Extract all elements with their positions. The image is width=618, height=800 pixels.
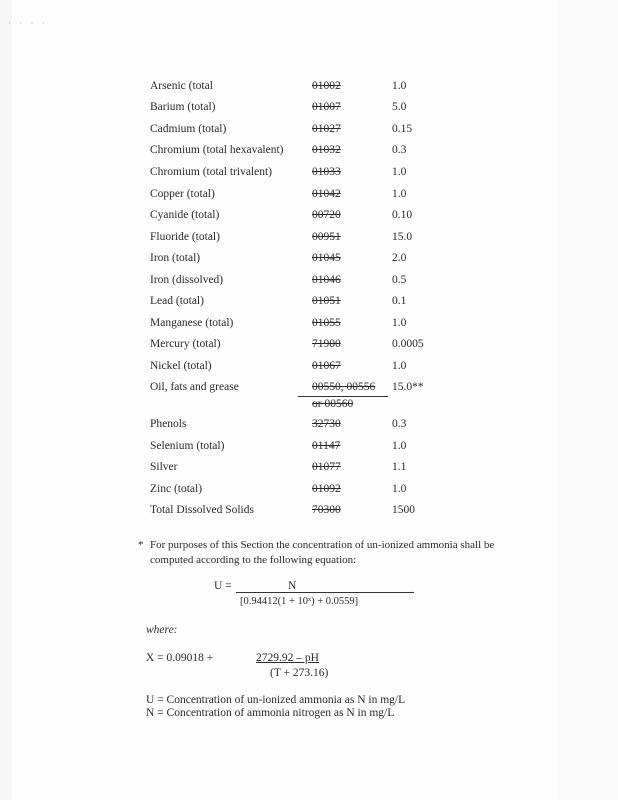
table-row bbox=[150, 101, 450, 119]
storet-code: 01055 bbox=[312, 317, 341, 329]
table-row bbox=[150, 123, 450, 141]
table-row bbox=[150, 188, 450, 206]
limit-value: 0.0005 bbox=[392, 338, 424, 350]
storet-code: 00951 bbox=[312, 231, 341, 243]
parameter-name: Cyanide (total) bbox=[150, 209, 220, 221]
storet-code: 01147 bbox=[312, 440, 341, 452]
footnote-text: For purposes of this Section the concentration of un-ionized ammonia shall be computed according to the following equation: bbox=[150, 539, 495, 566]
parameter-name: Iron (dissolved) bbox=[150, 274, 224, 286]
limit-value: 2.0 bbox=[392, 252, 407, 264]
storet-code: 01033 bbox=[312, 166, 341, 178]
parameter-name: Total Dissolved Solids bbox=[150, 504, 254, 516]
parameter-name: Mercury (total) bbox=[150, 338, 221, 350]
table-row bbox=[150, 317, 450, 335]
definitions bbox=[146, 694, 405, 720]
limit-value: 1.0 bbox=[392, 166, 407, 178]
storet-code: 01051 bbox=[312, 295, 341, 307]
table-row bbox=[150, 295, 450, 313]
table-row bbox=[150, 360, 450, 378]
table-row bbox=[150, 274, 450, 292]
limit-value: 1.0 bbox=[392, 483, 407, 495]
parameter-name: Nickel (total) bbox=[150, 360, 212, 372]
equation-u-denominator: [0.94412(1 + 10ˣ) + 0.0559] bbox=[240, 596, 359, 607]
storet-code: 01077 bbox=[312, 461, 341, 473]
storet-code: 00550, 00556 bbox=[312, 381, 376, 393]
limit-value: 15.0** bbox=[392, 381, 424, 393]
limit-value: 1500 bbox=[392, 504, 415, 516]
limit-value: 1.0 bbox=[392, 188, 407, 200]
table-row bbox=[150, 504, 450, 522]
table-row bbox=[150, 252, 450, 270]
limit-value: 1.0 bbox=[392, 440, 407, 452]
table-row bbox=[150, 144, 450, 162]
storet-code-extra: or 00560 bbox=[312, 398, 354, 410]
storet-code: 01007 bbox=[312, 101, 341, 113]
storet-code: 01032 bbox=[312, 144, 341, 156]
footnote-star: * bbox=[138, 539, 144, 551]
limit-value: 5.0 bbox=[392, 101, 407, 113]
table-row bbox=[150, 381, 450, 410]
table-row bbox=[150, 166, 450, 184]
table-row bbox=[150, 209, 450, 227]
table-row bbox=[150, 231, 450, 249]
table-row bbox=[150, 440, 450, 458]
parameter-name: Chromium (total trivalent) bbox=[150, 166, 273, 178]
table-row bbox=[150, 483, 450, 501]
parameter-name: Zinc (total) bbox=[150, 483, 203, 495]
limit-value: 0.1 bbox=[392, 295, 407, 307]
equation-u-lhs: U = bbox=[214, 580, 232, 592]
parameter-name: Fluoride (total) bbox=[150, 231, 220, 243]
storet-code: 71900 bbox=[312, 338, 341, 350]
parameter-name: Silver bbox=[150, 461, 178, 473]
table-row bbox=[150, 418, 450, 436]
limit-value: 0.10 bbox=[392, 209, 413, 221]
table-row bbox=[150, 461, 450, 479]
limit-value: 1.0 bbox=[392, 317, 407, 329]
scan-edge-left bbox=[0, 0, 12, 800]
storet-code: 01046 bbox=[312, 274, 341, 286]
storet-code: 01092 bbox=[312, 483, 341, 495]
storet-code: 32730 bbox=[312, 418, 341, 430]
where-label: where: bbox=[146, 624, 178, 636]
equation-u-numerator: N bbox=[288, 580, 297, 592]
storet-code: 01002 bbox=[312, 80, 341, 92]
limit-value: 0.3 bbox=[392, 144, 407, 156]
limit-value: 1.0 bbox=[392, 80, 407, 92]
parameter-name: Phenols bbox=[150, 418, 187, 430]
parameter-name: Iron (total) bbox=[150, 252, 201, 264]
scan-edge-right bbox=[558, 0, 618, 800]
divider-line bbox=[298, 396, 388, 397]
definition-u: U = Concentration of un-ionized ammonia as N in mg/L bbox=[146, 694, 406, 706]
limit-value: 0.5 bbox=[392, 274, 407, 286]
equation-x-lhs: X = 0.09018 + bbox=[146, 652, 214, 664]
table-row bbox=[150, 80, 450, 98]
storet-code: 01042 bbox=[312, 188, 341, 200]
equation-x-denominator: (T + 273.16) bbox=[270, 667, 329, 679]
limit-value: 15.0 bbox=[392, 231, 413, 243]
parameter-name: Lead (total) bbox=[150, 295, 204, 307]
table-row bbox=[150, 338, 450, 356]
equation-u-trail: . bbox=[410, 585, 413, 596]
storet-code: 01067 bbox=[312, 360, 341, 372]
parameter-name: Manganese (total) bbox=[150, 317, 234, 329]
parameter-name: Chromium (total hexavalent) bbox=[150, 144, 284, 156]
limit-value: 1.1 bbox=[392, 461, 407, 473]
storet-code: 70300 bbox=[312, 504, 341, 516]
storet-code: 01045 bbox=[312, 252, 341, 264]
limit-value: 0.15 bbox=[392, 123, 413, 135]
limit-value: 1.0 bbox=[392, 360, 407, 372]
parameter-name: Copper (total) bbox=[150, 188, 215, 200]
parameter-name: Cadmium (total) bbox=[150, 123, 227, 135]
definition-n: N = Concentration of ammonia nitrogen as N in mg/L bbox=[146, 707, 395, 719]
parameter-name: Barium (total) bbox=[150, 101, 216, 113]
fraction-bar bbox=[236, 592, 414, 593]
parameter-name: Oil, fats and grease bbox=[150, 381, 239, 393]
storet-code: 01027 bbox=[312, 123, 341, 135]
equation-x-numerator: 2729.92 – pH bbox=[256, 652, 319, 664]
parameter-name: Selenium (total) bbox=[150, 440, 225, 452]
scan-mark: · · · · bbox=[8, 18, 48, 28]
limit-value: 0.3 bbox=[392, 418, 407, 430]
storet-code: 00720 bbox=[312, 209, 341, 221]
parameter-name: Arsenic (total bbox=[150, 80, 213, 92]
